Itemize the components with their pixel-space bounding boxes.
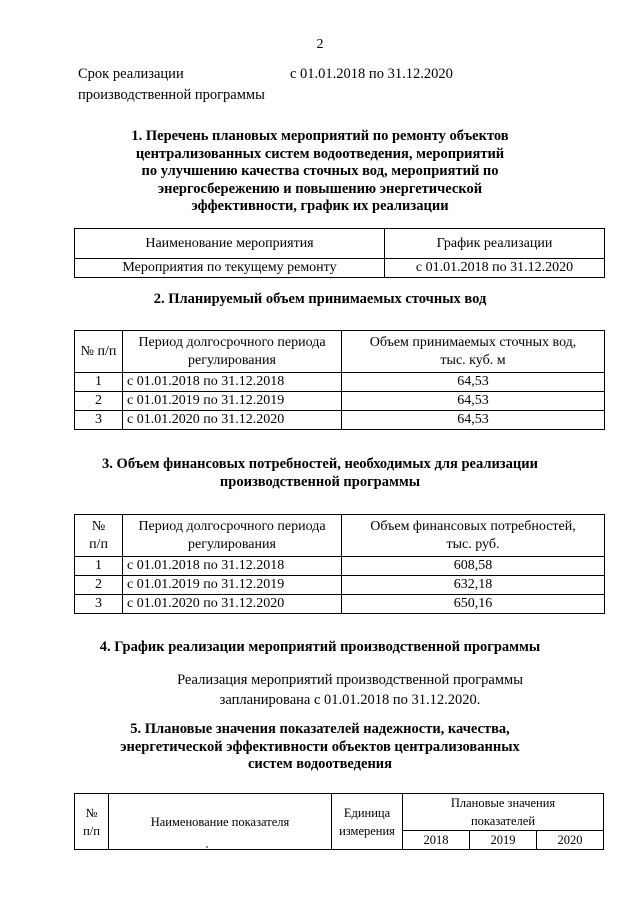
header-finance [342, 515, 605, 557]
header-unit-line: Единица [343, 805, 391, 820]
table-row [75, 576, 605, 595]
header-unit-line: измерения [339, 823, 395, 838]
header-no [75, 515, 123, 557]
header-year: 2019 [469, 831, 536, 850]
section4-text [130, 670, 570, 710]
header-volume-line: Объем принимаемых сточных вод, [369, 334, 577, 350]
header-period [123, 515, 342, 557]
section5-title-line: систем водоотведения [247, 756, 393, 772]
header-period-line: Период долгосрочного периода [138, 518, 326, 534]
section5-title [60, 721, 580, 774]
term-label-line1: Срок реализации [78, 66, 184, 82]
scan-speck [206, 846, 208, 848]
header-activity: Наименование мероприятия [75, 229, 385, 259]
section3-title-line: 3. Объем финансовых потребностей, необходимых для реализации [102, 456, 538, 472]
table-row [75, 557, 605, 576]
cell-no: 3 [75, 411, 123, 430]
term-value: с 01.01.2018 по 31.12.2020 [290, 66, 453, 82]
cell-no: 1 [75, 373, 123, 392]
header-no-line: п/п [89, 536, 108, 552]
implementation-term [78, 64, 598, 106]
cell-volume: 64,53 [342, 411, 605, 430]
table-header-row [75, 794, 604, 831]
header-period-line: Период долгосрочного периода [138, 334, 326, 350]
section4-text-line: запланирована с 01.01.2018 по 31.12.2020. [219, 692, 481, 708]
section5-title-line: энергетической эффективности объектов централизованных [120, 738, 520, 755]
header-year: 2020 [536, 831, 603, 850]
cell-finance: 632,18 [342, 576, 605, 595]
header-no [75, 794, 109, 850]
table-row [75, 411, 605, 430]
section1-title-line: централизованных систем водоотведения, мероприятий [135, 145, 505, 162]
cell-finance: 650,16 [342, 595, 605, 614]
table-header-row [75, 331, 605, 373]
term-label-line2: производственной программы [78, 87, 265, 103]
header-indicator: Наименование показателя [109, 794, 332, 850]
header-finance-line: тыс. руб. [446, 536, 500, 552]
header-year: 2018 [403, 831, 470, 850]
cell-finance: 608,58 [342, 557, 605, 576]
cell-no: 3 [75, 595, 123, 614]
section1-title [60, 128, 580, 216]
header-schedule: График реализации [385, 229, 605, 259]
header-volume [342, 331, 605, 373]
cell-period: с 01.01.2020 по 31.12.2020 [123, 411, 342, 430]
header-period-line: регулирования [188, 352, 276, 368]
table-row [75, 259, 605, 278]
header-plan-line: Плановые значения [450, 796, 556, 810]
header-no: № п/п [75, 331, 123, 373]
cell-volume: 64,53 [342, 373, 605, 392]
table-header-row [75, 515, 605, 557]
section3-title [40, 456, 600, 491]
section5-title-line: 5. Плановые значения показателей надежности, качества, [130, 721, 510, 737]
section1-title-line: 1. Перечень плановых мероприятий по ремонту объектов [131, 128, 509, 144]
header-no-line: № [85, 805, 98, 820]
section1-title-line: по улучшению качества сточных вод, мероприятий по [141, 163, 499, 179]
cell-period: с 01.01.2018 по 31.12.2018 [123, 557, 342, 576]
header-period [123, 331, 342, 373]
section2-table [74, 330, 605, 430]
cell-period: с 01.01.2019 по 31.12.2019 [123, 392, 342, 411]
table-header-row [75, 229, 605, 259]
table-row [75, 595, 605, 614]
header-plan-line: показателей [470, 814, 536, 828]
cell-activity: Мероприятия по текущему ремонту [75, 259, 385, 278]
section1-title-line: энергосбережению и повышению энергетической [157, 180, 483, 197]
cell-no: 1 [75, 557, 123, 576]
cell-period: с 01.01.2019 по 31.12.2019 [123, 576, 342, 595]
header-plan-values [403, 794, 604, 831]
cell-period: с 01.01.2020 по 31.12.2020 [123, 595, 342, 614]
table-row [75, 373, 605, 392]
header-no-line: № [91, 518, 106, 534]
term-label [78, 64, 290, 85]
cell-no: 2 [75, 392, 123, 411]
section3-table [74, 514, 605, 614]
section3-title-line: производственной программы [219, 473, 421, 490]
section2-title: 2. Планируемый объем принимаемых сточных вод [153, 291, 487, 307]
cell-volume: 64,53 [342, 392, 605, 411]
header-no-line: п/п [83, 823, 100, 838]
cell-period: с 01.01.2018 по 31.12.2018 [123, 373, 342, 392]
header-period-line: регулирования [188, 536, 276, 552]
header-unit [332, 794, 403, 850]
cell-schedule: с 01.01.2018 по 31.12.2020 [385, 259, 605, 278]
header-volume-line: тыс. куб. м [440, 352, 506, 368]
section4-text-line: Реализация мероприятий производственной программы [177, 672, 523, 688]
section4-title: 4. График реализации мероприятий производственной программы [99, 639, 541, 655]
section1-title-line: эффективности, график их реализации [191, 198, 449, 214]
section1-table [74, 228, 605, 278]
page-number: 2 [316, 37, 324, 52]
header-finance-line: Объем финансовых потребностей, [370, 518, 576, 534]
table-row [75, 392, 605, 411]
section5-table [74, 793, 604, 850]
cell-no: 2 [75, 576, 123, 595]
